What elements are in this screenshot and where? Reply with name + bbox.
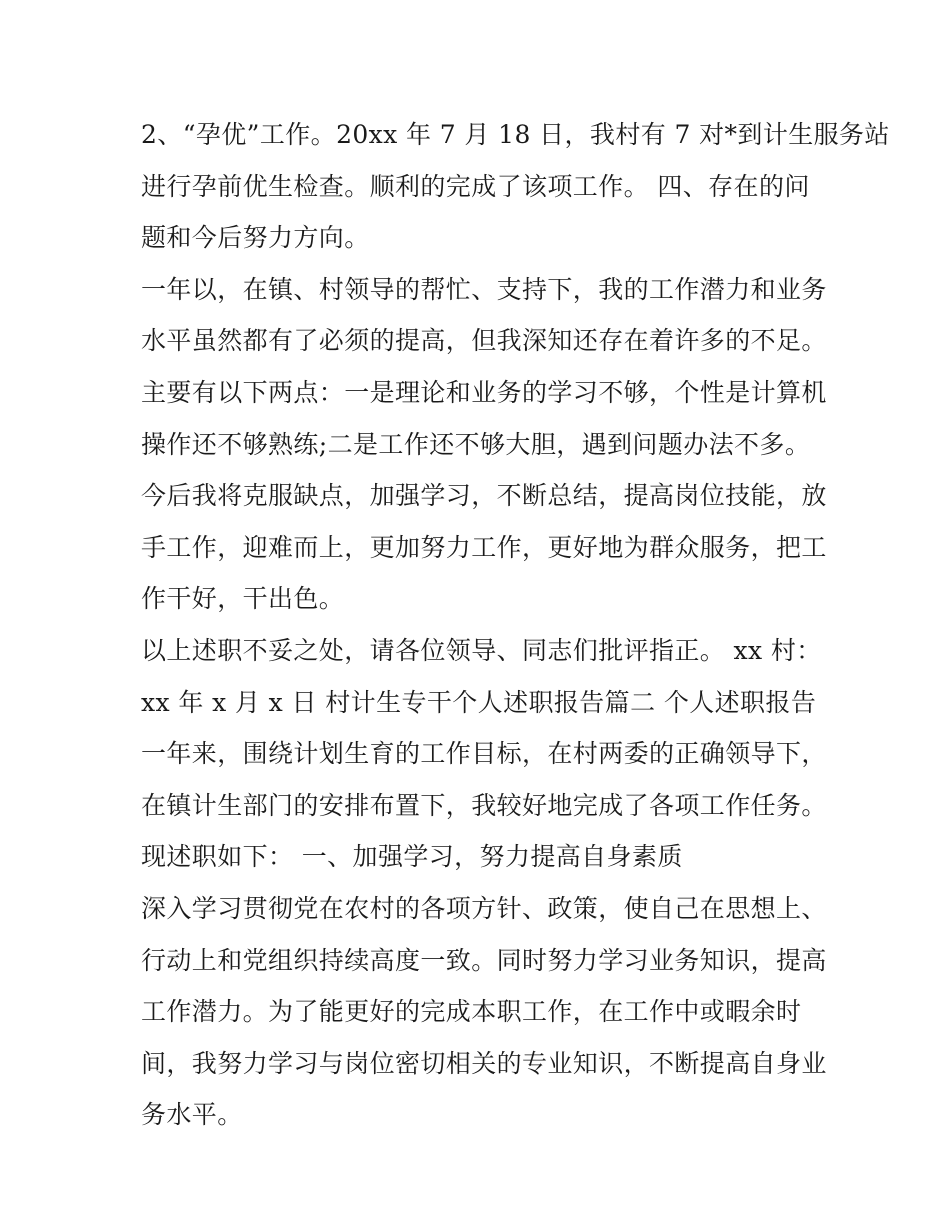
text-line: 2、“孕优”工作。20xx 年 7 月 18 日，我村有 7 对*到计生服务站	[141, 120, 890, 149]
text-line: 主要有以下两点：一是理论和业务的学习不够，个性是计算机	[141, 377, 827, 407]
text-line: 一年以，在镇、村领导的帮忙、支持下，我的工作潜力和业务	[141, 274, 827, 304]
text-line: 作干好，干出色。	[141, 584, 345, 614]
text-line: 题和今后努力方向。	[141, 223, 370, 253]
text-line: 深入学习贯彻党在农村的各项方针、政策，使自己在思想上、	[141, 893, 827, 923]
body-text	[141, 109, 890, 1141]
text-line: 一年来，围绕计划生育的工作目标，在村两委的正确领导下，	[141, 739, 827, 769]
text-line: 行动上和党组织持续高度一致。同时努力学习业务知识，提高	[141, 945, 827, 975]
text-line: 今后我将克服缺点，加强学习，不断总结，提高岗位技能，放	[141, 481, 827, 511]
text-line: 水平虽然都有了必须的提高，但我深知还存在着许多的不足。	[141, 326, 827, 356]
text-line: 间，我努力学习与岗位密切相关的专业知识，不断提高自身业	[141, 1048, 827, 1078]
text-line: 务水平。	[141, 1100, 243, 1130]
text-line: 进行孕前优生检查。顺利的完成了该项工作。 四、存在的问	[141, 171, 810, 201]
text-line: 以上述职不妥之处，请各位领导、同志们批评指正。 xx 村：	[141, 635, 822, 665]
text-line: 手工作，迎难而上，更加努力工作，更好地为群众服务，把工	[141, 532, 827, 562]
text-line: xx 年 x 月 x 日 村计生专干个人述职报告篇二 个人述职报告	[141, 687, 817, 717]
text-line: 工作潜力。为了能更好的完成本职工作，在工作中或暇余时	[141, 997, 802, 1027]
text-line: 在镇计生部门的安排布置下，我较好地完成了各项工作任务。	[141, 790, 827, 820]
text-line: 现述职如下： 一、加强学习，努力提高自身素质	[141, 842, 683, 872]
text-line: 操作还不够熟练;二是工作还不够大胆，遇到问题办法不多。	[141, 429, 811, 459]
